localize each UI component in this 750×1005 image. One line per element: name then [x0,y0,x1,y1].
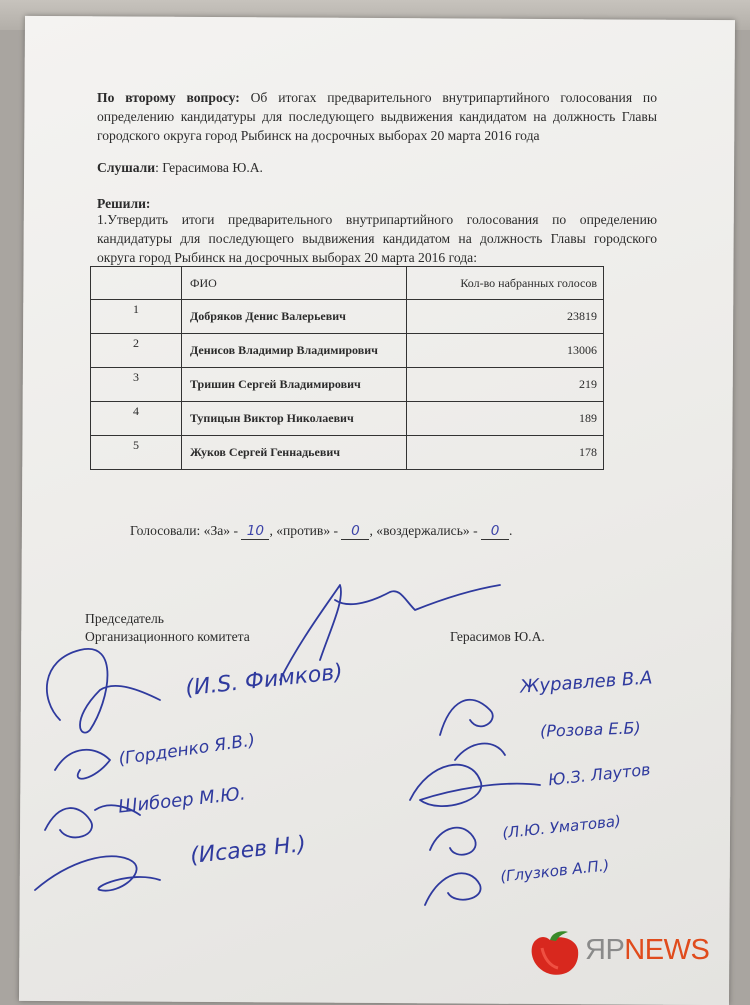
header-votes: Кол-во набранных голосов [407,267,604,300]
decided-label: Решили: [97,196,151,211]
row-name: Тришин Сергей Владимирович [182,368,407,402]
signature-8: (Л.Ю. Уматова) [501,811,622,843]
row-votes: 23819 [407,300,604,334]
signature-1: (И.S. Фимков) [184,659,344,702]
decided-text: 1.Утвердить итоги предварительного внутрипартийного голосования по определению кандидатуры для последующего выдвижения кандидатом на должность Главы городского округа город Рыбинск на досрочных выборах 20 марта 2016 года: [97,212,657,265]
logo-part2: NEWS [624,934,710,966]
signature-2: (Горденко Я.В.) [117,730,257,770]
signature-4: (Исаев Н.) [189,831,308,870]
row-name: Денисов Владимир Владимирович [182,334,407,368]
voting-against-value: 0 [341,523,369,540]
signature-stroke-7 [410,765,540,806]
heard-label: Слушали [97,160,156,175]
voting-prefix: Голосовали: «За» - [130,523,239,538]
row-name: Тупицын Виктор Николаевич [182,402,407,436]
question-label: По второму вопросу: [97,90,240,105]
row-votes: 13006 [407,334,604,368]
chair-title-line1: Председатель [85,611,164,626]
signature-stroke-2 [55,750,110,779]
row-votes: 178 [407,436,604,470]
voting-abstain-value: 0 [481,523,509,540]
signature-stroke-4 [35,856,160,890]
row-name: Жуков Сергей Геннадьевич [182,436,407,470]
question-text: Об итогах предварительного внутрипартийного голосования по определению кандидатуры для последующего выдвижения кандидатом на должность Главы городского округа город Рыбинск на досрочных выборах 20 марта 2016 года [97,90,658,143]
heard-value: Герасимова Ю.А. [162,160,263,175]
row-votes: 219 [407,368,604,402]
row-num: 5 [133,438,139,452]
row-num: 3 [133,370,139,384]
chair-name: Герасимов Ю.А. [450,629,545,644]
voting-for-value: 10 [241,523,269,540]
signature-3: Шибоер М.Ю. [117,783,247,818]
signature-stroke-9 [425,873,481,905]
voting-end: . [509,523,513,538]
row-name: Добряков Денис Валерьевич [182,300,407,334]
signature-stroke-5 [440,700,493,735]
signature-5: Журавлев В.А [519,667,653,698]
header-name: ФИО [182,267,407,300]
signature-7: Ю.З. Лаутов [547,759,652,790]
signature-9: (Глузков А.П.) [499,856,611,886]
signature-stroke-8 [430,828,476,855]
signature-stroke-6 [455,744,505,760]
row-num: 2 [133,336,139,350]
yarnews-logo [585,934,709,967]
heard-separator: : [155,160,163,175]
voting-abstain-label: , «воздержались» - [369,523,478,538]
logo-part1: ЯР [585,934,625,966]
row-votes: 189 [407,402,604,436]
chair-title-line2: Организационного комитета [85,629,250,644]
row-num: 4 [133,404,139,418]
signature-6: (Розова Е.Б) [539,718,642,741]
row-num: 1 [133,302,139,316]
signature-stroke-1 [47,649,160,733]
voting-against-label: , «против» - [269,523,339,538]
